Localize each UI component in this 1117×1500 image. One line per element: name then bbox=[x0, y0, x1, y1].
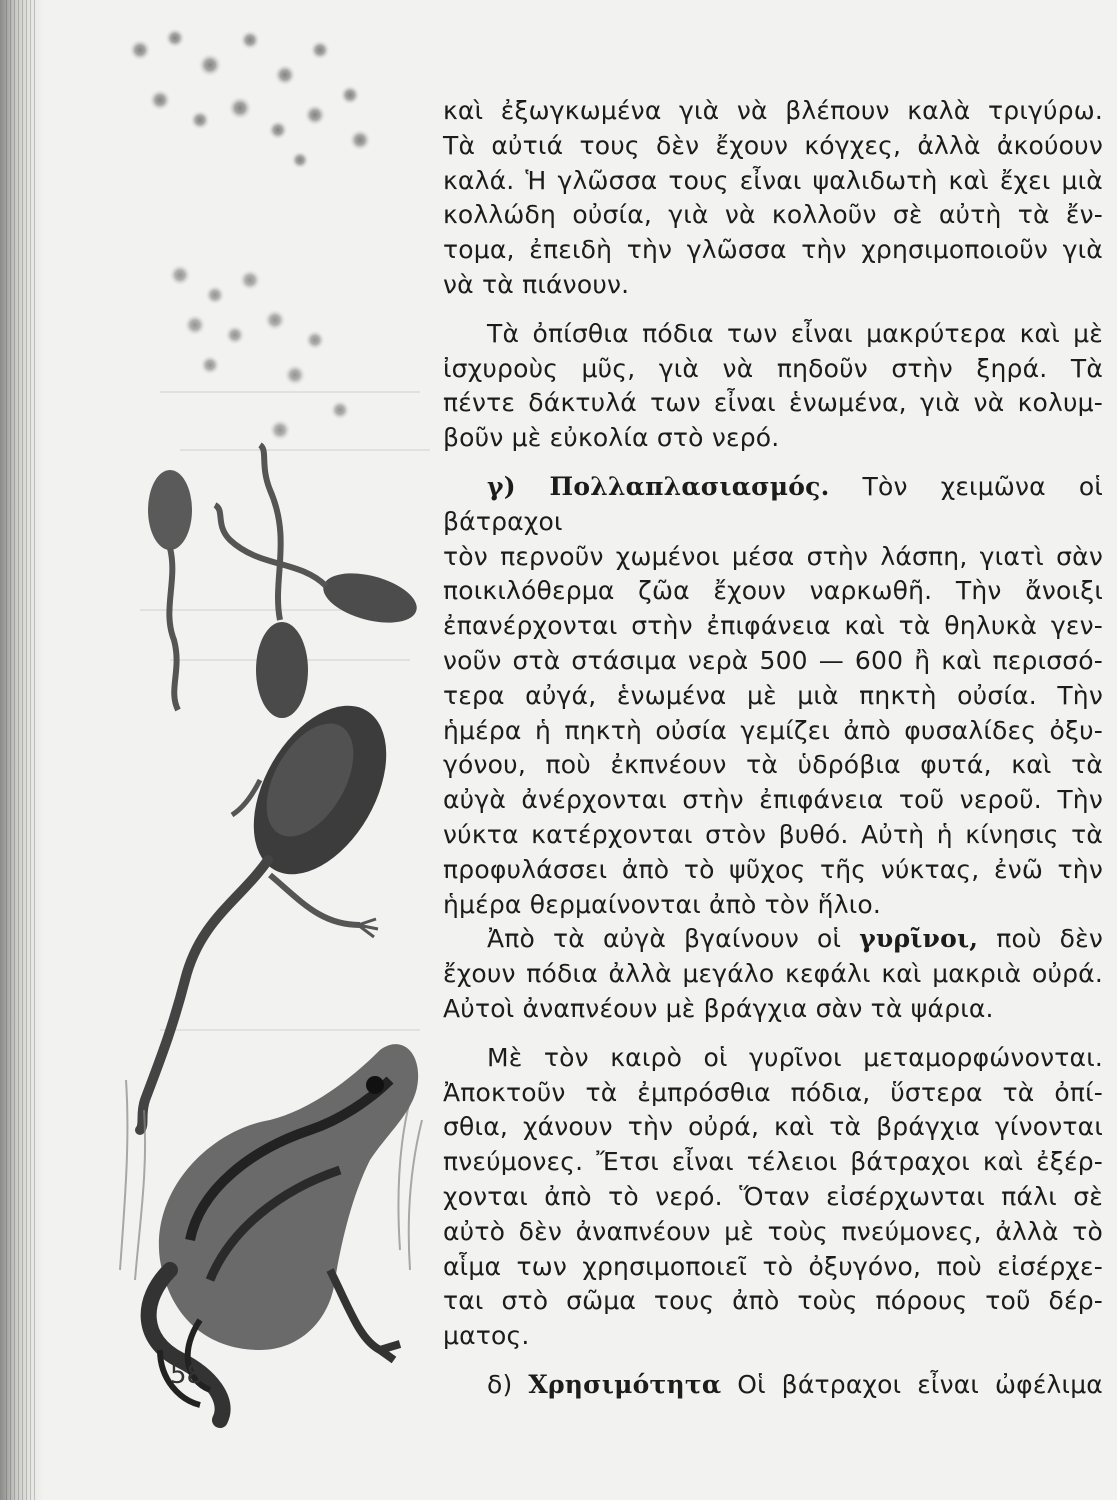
text-line: πέντε δάκτυλά των εἶναι ἑνωμένα, γιὰ νὰ κολυμ- bbox=[443, 388, 1103, 418]
text-line: νύκτα κατέρχονται στὸν βυθό. Αὐτὴ ἡ κίνησις τὰ bbox=[443, 819, 1103, 849]
body-text bbox=[443, 94, 1103, 1403]
section-heading-usefulness: Χρησιμότητα bbox=[528, 1369, 722, 1399]
text-line: ἡμέρα ἡ πηκτὴ οὐσία γεμίζει ἀπὸ φυσαλίδες ὀξυ- bbox=[443, 715, 1103, 745]
text-line: καλά. Ἡ γλῶσσα τους εἶναι ψαλιδωτὴ καὶ ἔχει μιὰ bbox=[443, 165, 1103, 195]
text-line: κολλώδη οὐσία, γιὰ νὰ κολλοῦν σὲ αὐτὴ τὰ ἔν- bbox=[443, 200, 1103, 230]
paragraph-usefulness bbox=[443, 1368, 1103, 1403]
text-line: καὶ ἐξωγκωμένα γιὰ νὰ βλέπουν καλὰ τριγύρω. bbox=[443, 96, 1103, 125]
paragraph-tadpoles bbox=[443, 922, 1103, 1026]
frog-life-cycle-illustration bbox=[100, 20, 430, 1440]
text-line: ματος. bbox=[443, 1321, 530, 1351]
text-line: βοῦν μὲ εὐκολία στὸ νερό. bbox=[443, 423, 780, 453]
page-binding-stack bbox=[6, 0, 36, 1500]
text-line: Μὲ τὸν καιρὸ οἱ γυρῖνοι μεταμορφώνονται. bbox=[487, 1042, 1103, 1072]
text-line: ἡμέρα θερμαίνονται ἀπὸ τὸν ἥλιο. bbox=[443, 889, 882, 919]
term-tadpoles: γυρῖνοι, bbox=[859, 924, 979, 954]
text-line: γόνου, ποὺ ἐκπνέουν τὰ ὑδρόβια φυτά, καὶ τὰ bbox=[443, 750, 1103, 780]
text-line: ἐπανέρχονται στὴν ἐπιφάνεια καὶ τὰ θηλυκὰ γεν- bbox=[443, 611, 1103, 641]
text-line: πνεύμονες. Ἔτσι εἶναι τέλειοι βάτραχοι καὶ ἐξέρ- bbox=[443, 1147, 1103, 1177]
text-line: τομα, ἐπειδὴ τὴν γλῶσσα τὴν χρησιμοποιοῦν γιὰ bbox=[443, 235, 1103, 265]
text-line bbox=[443, 922, 1103, 957]
text-line: Ἀποκτοῦν τὰ ἐμπρόσθια πόδια, ὕστερα τὰ ὀπί- bbox=[443, 1077, 1103, 1107]
text-span: Ἀπὸ τὰ αὐγὰ βγαίνουν οἱ bbox=[487, 924, 842, 954]
text-line: αὐτὸ δὲν ἀναπνέουν μὲ τοὺς πνεύμονες, ἀλλὰ τὸ bbox=[443, 1216, 1103, 1246]
text-line: ται στὸ σῶμα τους ἀπὸ τοὺς πόρους τοῦ δέρ- bbox=[443, 1286, 1103, 1316]
paragraph-reproduction bbox=[443, 470, 1103, 922]
text-line: προφυλάσσει ἀπὸ τὸ ψῦχος τῆς νύκτας, ἐνῶ τὴν bbox=[443, 854, 1103, 884]
text-line: Τὰ αὐτιά τους δὲν ἔχουν κόγχες, ἀλλὰ ἀκούουν bbox=[443, 130, 1103, 160]
text-line: αἷμα των χρησιμοποιεῖ τὸ ὀξυγόνο, ποὺ εἰσέρχε- bbox=[443, 1251, 1103, 1281]
text-line: Αὐτοὶ ἀναπνέουν μὲ βράγχια σὰν τὰ ψάρια. bbox=[443, 993, 994, 1023]
text-line: ἔχουν πόδια ἀλλὰ μεγάλο κεφάλι καὶ μακριὰ οὐρά. bbox=[443, 959, 1103, 989]
text-line: ἰσχυροὺς μῦς, γιὰ νὰ πηδοῦν στὴν ξηρά. Τὰ bbox=[443, 353, 1103, 383]
paragraph-hind-legs bbox=[443, 317, 1103, 456]
text-line: αὐγὰ ἀνέρχονται στὴν ἐπιφάνεια τοῦ νεροῦ. Τὴν bbox=[443, 785, 1103, 815]
text-span: Τὸν χειμῶνα οἱ βάτραχοι bbox=[443, 471, 1103, 536]
frog-eggs-cluster-top bbox=[129, 28, 371, 169]
text-line: σθια, χάνουν τὴν οὐρά, καὶ τὰ βράγχια γίνονται bbox=[443, 1112, 1103, 1142]
text-line: χονται ἀπὸ τὸ νερό. Ὅταν εἰσέρχωνται πάλι σὲ bbox=[443, 1181, 1103, 1211]
section-heading-reproduction: γ) Πολλαπλασιασμός. bbox=[487, 471, 830, 501]
text-span: ποὺ δὲν bbox=[996, 924, 1103, 954]
text-line: τερα αὐγά, ἑνωμένα μὲ μιὰ πηκτὴ οὐσία. Τὴν bbox=[443, 680, 1103, 710]
text-line: ποικιλόθερμα ζῶα ἔχουν ναρκωθῆ. Τὴν ἄνοιξι bbox=[443, 576, 1103, 606]
text-line bbox=[443, 1368, 1103, 1403]
text-line bbox=[443, 470, 1103, 540]
text-line: νοῦν στὰ στάσιμα νερὰ 500 — 600 ἢ καὶ περισσό- bbox=[443, 645, 1103, 675]
frog-eggs-cluster-middle bbox=[169, 264, 350, 441]
text-line: τὸν περνοῦν χωμένοι μέσα στὴν λάσπη, γιατὶ σὰν bbox=[443, 541, 1103, 571]
text-line: νὰ τὰ πιάνουν. bbox=[443, 269, 630, 299]
page-number: 58 bbox=[170, 1360, 204, 1390]
tadpole-small bbox=[148, 445, 422, 718]
section-letter: δ) bbox=[487, 1369, 513, 1399]
text-line: Τὰ ὀπίσθια πόδια των εἶναι μακρύτερα καὶ μὲ bbox=[487, 318, 1103, 348]
paragraph-metamorphosis bbox=[443, 1041, 1103, 1354]
paragraph-eyes-ears-tongue bbox=[443, 94, 1103, 303]
text-span: Οἱ βάτραχοι εἶναι ὠφέλιμα bbox=[737, 1369, 1103, 1399]
